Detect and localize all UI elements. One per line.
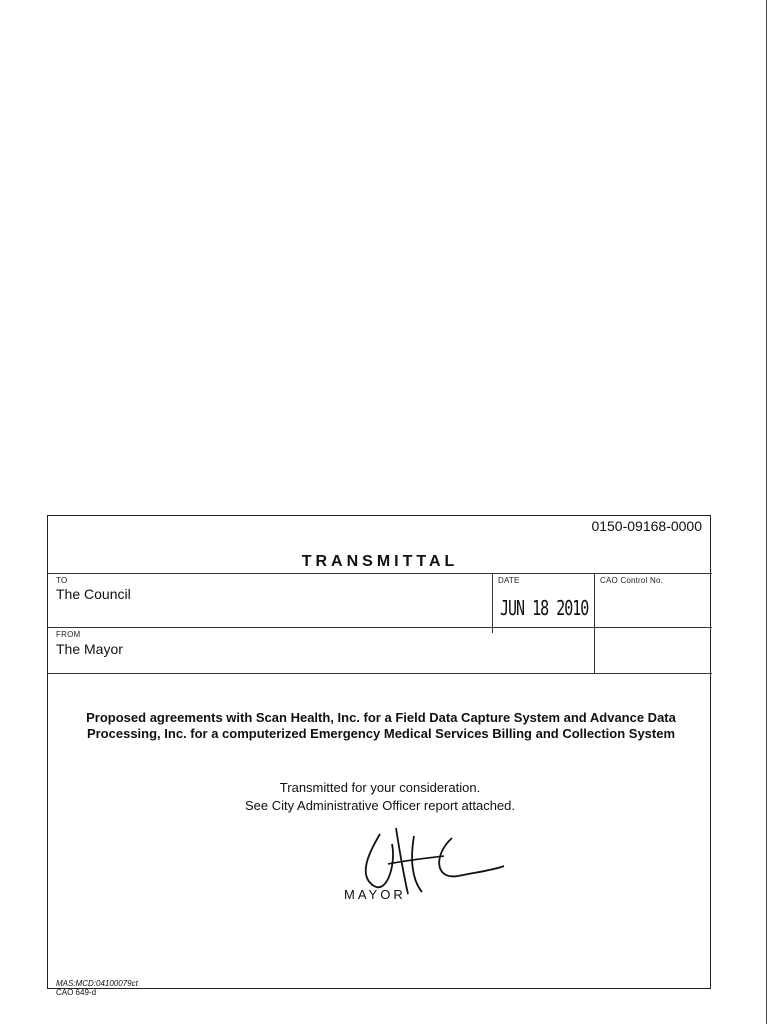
divider-bottom: [48, 673, 712, 674]
control-number: 0150-09168-0000: [591, 518, 702, 534]
to-label: TO: [56, 576, 68, 585]
reference-code: MAS:MCD:04100079ct: [56, 979, 138, 988]
from-value: The Mayor: [56, 641, 123, 657]
divider-date-left: [492, 573, 493, 633]
divider-mid: [48, 627, 712, 628]
subject-text: Proposed agreements with Scan Health, Inc. for a Field Data Capture System and Advance Data Processing, Inc. for a computerized Emergency Medical Services Billing and Collection System: [86, 710, 676, 741]
transmit-note: Transmitted for your consideration.: [279, 780, 481, 795]
form-code: CAO 649-d: [56, 988, 97, 997]
transmittal-form: [47, 515, 711, 997]
signer-title: MAYOR: [344, 887, 406, 902]
form-title: TRANSMITTAL: [301, 553, 459, 570]
cao-control-label: CAO Control No.: [600, 576, 664, 585]
report-note: See City Administrative Officer report attached.: [245, 798, 515, 813]
date-stamp: JUN 18 2010: [500, 596, 589, 621]
page-edge-line: [766, 0, 767, 1024]
divider-top: [48, 573, 712, 574]
date-label: DATE: [498, 576, 520, 585]
to-value: The Council: [56, 586, 131, 602]
divider-date-right: [594, 573, 595, 673]
from-label: FROM: [56, 630, 81, 639]
